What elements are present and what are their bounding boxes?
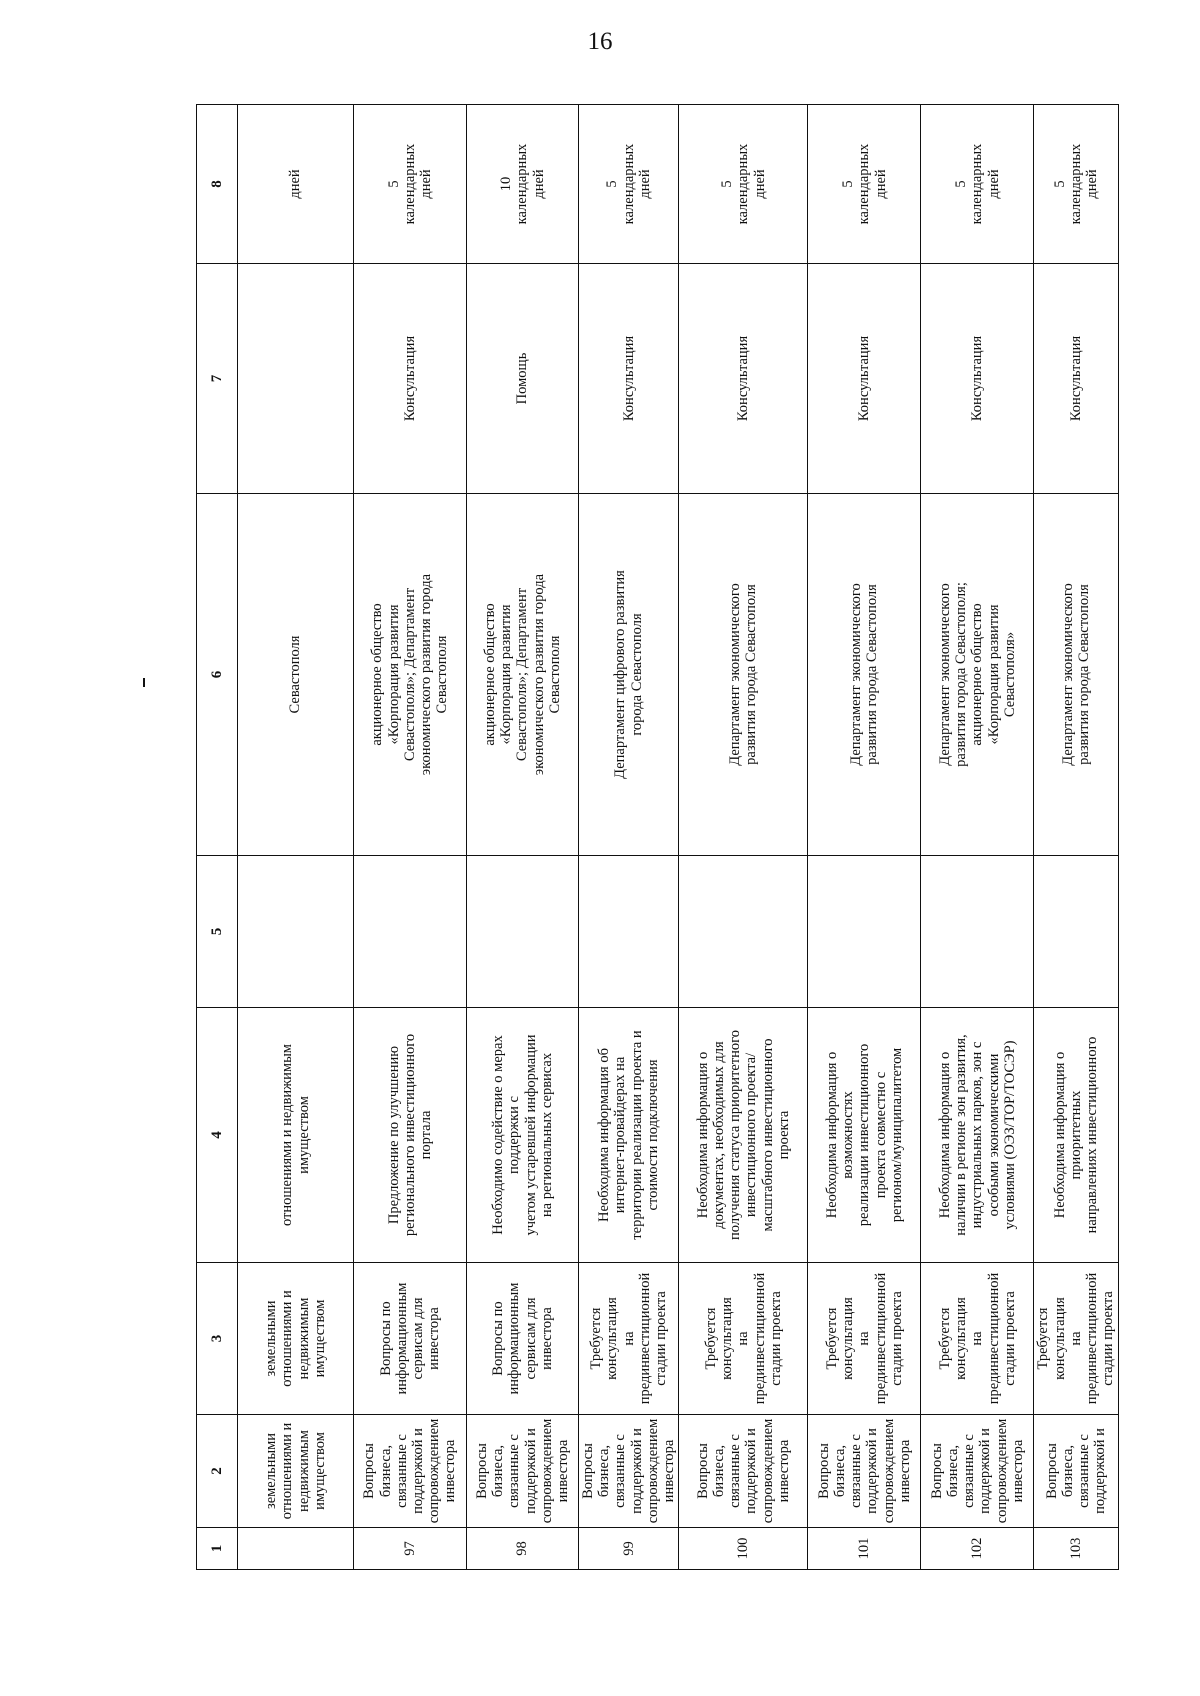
request-cell: Необходимо содействие о мерах поддержки с учетом устаревшей информации на региональных сервисах: [467, 1008, 579, 1263]
header-row: [197, 105, 238, 1570]
header-cell: 1: [197, 1528, 238, 1570]
row-number-cell: 97: [354, 1528, 467, 1570]
header-cell: 5: [197, 856, 238, 1008]
scan-mark: [143, 678, 145, 687]
request-cell: Необходима информация о приоритетных направлениях инвестиционного: [1034, 1008, 1118, 1263]
subcategory-cell: Вопросы по информационным сервисам для инвестора: [354, 1263, 467, 1415]
row-number-cell: 100: [679, 1528, 808, 1570]
subcategory-cell: земельными отношениями и недвижимым имуществом: [238, 1263, 354, 1415]
services-table: [196, 104, 1119, 1570]
responsible-cell: Севастополя: [238, 494, 354, 856]
header-cell: 3: [197, 1263, 238, 1415]
responsible-cell: акционерное общество «Корпорация развития Севастополя»; Департамент экономического развития города Севастополя: [467, 494, 579, 856]
responsible-cell: Департамент экономического развития города Севастополя: [679, 494, 808, 856]
type-cell: Консультация: [354, 264, 467, 494]
category-cell: Вопросы бизнеса, связанные с поддержкой и сопровождением инвестора: [354, 1415, 467, 1528]
rotated-table-container: [196, 105, 1117, 1570]
subcategory-cell: Требуется консультация на прединвестиционной стадии проекта: [579, 1263, 679, 1415]
row-number-cell: 102: [921, 1528, 1034, 1570]
row-number-cell: 98: [467, 1528, 579, 1570]
responsible-cell: Департамент экономического развития города Севастополя: [1034, 494, 1118, 856]
subcategory-cell: Требуется консультация на прединвестиционной стадии проекта: [921, 1263, 1034, 1415]
column-5-cell: [238, 856, 354, 1008]
type-cell: Консультация: [1034, 264, 1118, 494]
column-5-cell: [808, 856, 921, 1008]
type-cell: Консультация: [921, 264, 1034, 494]
row-number-cell: 101: [808, 1528, 921, 1570]
deadline-cell: 5 календарных дней: [679, 105, 808, 264]
request-cell: Необходима информация о наличии в регионе зон развития, индустриальных парков, зон с особыми экономическими условиями (ОЭЗ/ТОР/ТОСЭР): [921, 1008, 1034, 1263]
request-cell: Необходима информация о документах, необходимых для получения статуса приоритетного инвестиционного проекта/ масштабного инвестиционного проекта: [679, 1008, 808, 1263]
category-cell: Вопросы бизнеса, связанные с поддержкой и сопровождением инвестора: [467, 1415, 579, 1528]
table-row: [1034, 105, 1118, 1570]
subcategory-cell: Требуется консультация на прединвестиционной стадии проекта: [1034, 1263, 1118, 1415]
category-cell: Вопросы бизнеса, связанные с поддержкой и: [1034, 1415, 1118, 1528]
row-number-cell: 103: [1034, 1528, 1118, 1570]
table-row: [921, 105, 1034, 1570]
column-5-cell: [679, 856, 808, 1008]
type-cell: Консультация: [579, 264, 679, 494]
header-cell: 8: [197, 105, 238, 264]
request-cell: отношениями и недвижимым имуществом: [238, 1008, 354, 1263]
category-cell: Вопросы бизнеса, связанные с поддержкой и сопровождением инвестора: [921, 1415, 1034, 1528]
table-row: [808, 105, 921, 1570]
type-cell: Консультация: [679, 264, 808, 494]
table-row: [679, 105, 808, 1570]
table-row: [467, 105, 579, 1570]
responsible-cell: Департамент экономического развития города Севастополя; акционерное общество «Корпорация развития Севастополя»: [921, 494, 1034, 856]
type-cell: [238, 264, 354, 494]
deadline-cell: 5 календарных дней: [1034, 105, 1118, 264]
subcategory-cell: Требуется консультация на прединвестиционной стадии проекта: [679, 1263, 808, 1415]
header-cell: 2: [197, 1415, 238, 1528]
column-5-cell: [921, 856, 1034, 1008]
column-5-cell: [354, 856, 467, 1008]
subcategory-cell: Вопросы по информационным сервисам для инвестора: [467, 1263, 579, 1415]
header-cell: 6: [197, 494, 238, 856]
table-row: [238, 105, 354, 1570]
responsible-cell: Департамент экономического развития города Севастополя: [808, 494, 921, 856]
deadline-cell: 5 календарных дней: [354, 105, 467, 264]
request-cell: Предложение по улучшению регионального инвестиционного портала: [354, 1008, 467, 1263]
type-cell: Помощь: [467, 264, 579, 494]
column-5-cell: [1034, 856, 1118, 1008]
request-cell: Необходима информация об интернет-провайдерах на территории реализации проекта и стоимости подключения: [579, 1008, 679, 1263]
request-cell: Необходима информация о возможностях реализации инвестиционного проекта совместно с регионом/муниципалитетом: [808, 1008, 921, 1263]
deadline-cell: 5 календарных дней: [921, 105, 1034, 264]
deadline-cell: 10 календарных дней: [467, 105, 579, 264]
column-5-cell: [467, 856, 579, 1008]
header-cell: 7: [197, 264, 238, 494]
category-cell: Вопросы бизнеса, связанные с поддержкой и сопровождением инвестора: [579, 1415, 679, 1528]
type-cell: Консультация: [808, 264, 921, 494]
deadline-cell: 5 календарных дней: [808, 105, 921, 264]
responsible-cell: акционерное общество «Корпорация развития Севастополя»; Департамент экономического развития города Севастополя: [354, 494, 467, 856]
responsible-cell: Департамент цифрового развития города Севастополя: [579, 494, 679, 856]
deadline-cell: дней: [238, 105, 354, 264]
page-number: 16: [587, 28, 613, 55]
subcategory-cell: Требуется консультация на прединвестиционной стадии проекта: [808, 1263, 921, 1415]
row-number-cell: 99: [579, 1528, 679, 1570]
column-5-cell: [579, 856, 679, 1008]
header-cell: 4: [197, 1008, 238, 1263]
row-number-cell: [238, 1528, 354, 1570]
category-cell: земельными отношениями и недвижимым имуществом: [238, 1415, 354, 1528]
category-cell: Вопросы бизнеса, связанные с поддержкой и сопровождением инвестора: [679, 1415, 808, 1528]
table-row: [354, 105, 467, 1570]
deadline-cell: 5 календарных дней: [579, 105, 679, 264]
category-cell: Вопросы бизнеса, связанные с поддержкой и сопровождением инвестора: [808, 1415, 921, 1528]
table-row: [579, 105, 679, 1570]
